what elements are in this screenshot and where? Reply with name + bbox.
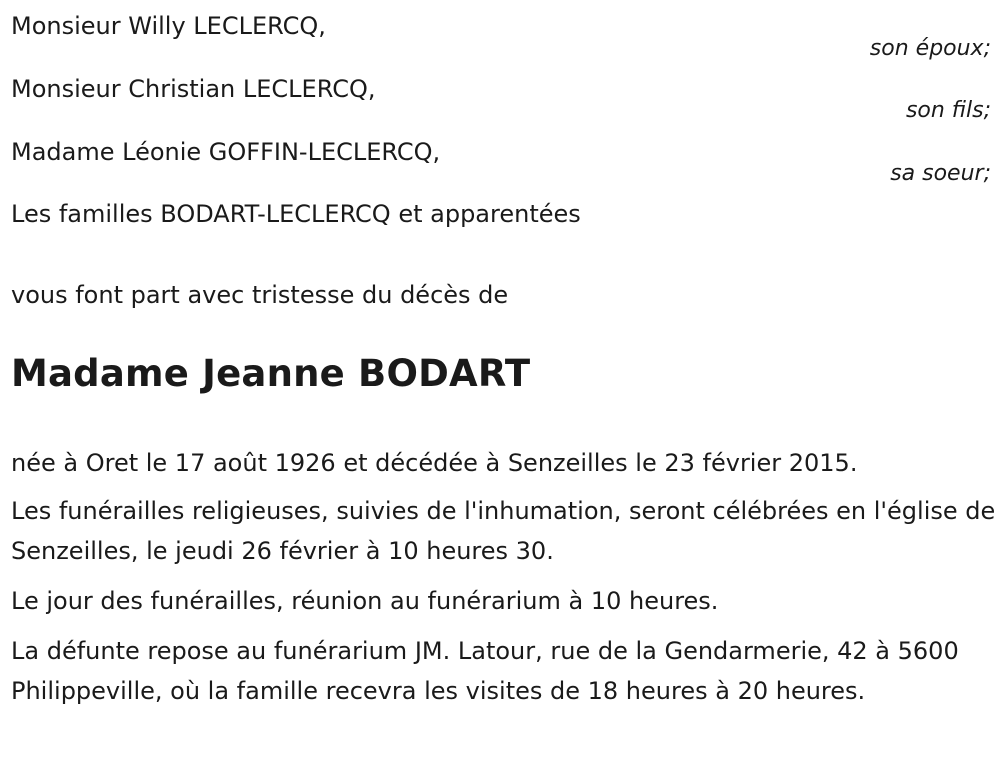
family-member-name: Monsieur Christian LECLERCQ, [11, 75, 376, 103]
deceased-name: Madame Jeanne BODART [11, 352, 531, 395]
birth-death-paragraph: née à Oret le 17 août 1926 et décédée à Senzeilles le 23 février 2015. [11, 449, 858, 477]
visitation-paragraph: La défunte repose au funérarium JM. Latour, rue de la Gendarmerie, 42 à 5600 Philippeville, où la famille recevra les visites de 18 heures à 20 heures. [11, 637, 959, 705]
family-member-name: Les familles BODART-LECLERCQ et apparentées [11, 200, 581, 228]
funeral-paragraph: Les funérailles religieuses, suivies de l'inhumation, seront célébrées en l'église de Senzeilles, le jeudi 26 février à 10 heures 30. [11, 497, 996, 565]
family-member-relation: son époux; [869, 36, 991, 61]
family-member-relation: son fils; [905, 98, 991, 123]
family-member-name: Monsieur Willy LECLERCQ, [11, 12, 326, 40]
intro-text: vous font part avec tristesse du décès de [11, 281, 509, 309]
family-member-relation: sa soeur; [890, 161, 991, 186]
family-member-name: Madame Léonie GOFFIN-LECLERCQ, [11, 138, 441, 166]
gathering-paragraph: Le jour des funérailles, réunion au funérarium à 10 heures. [11, 587, 719, 615]
